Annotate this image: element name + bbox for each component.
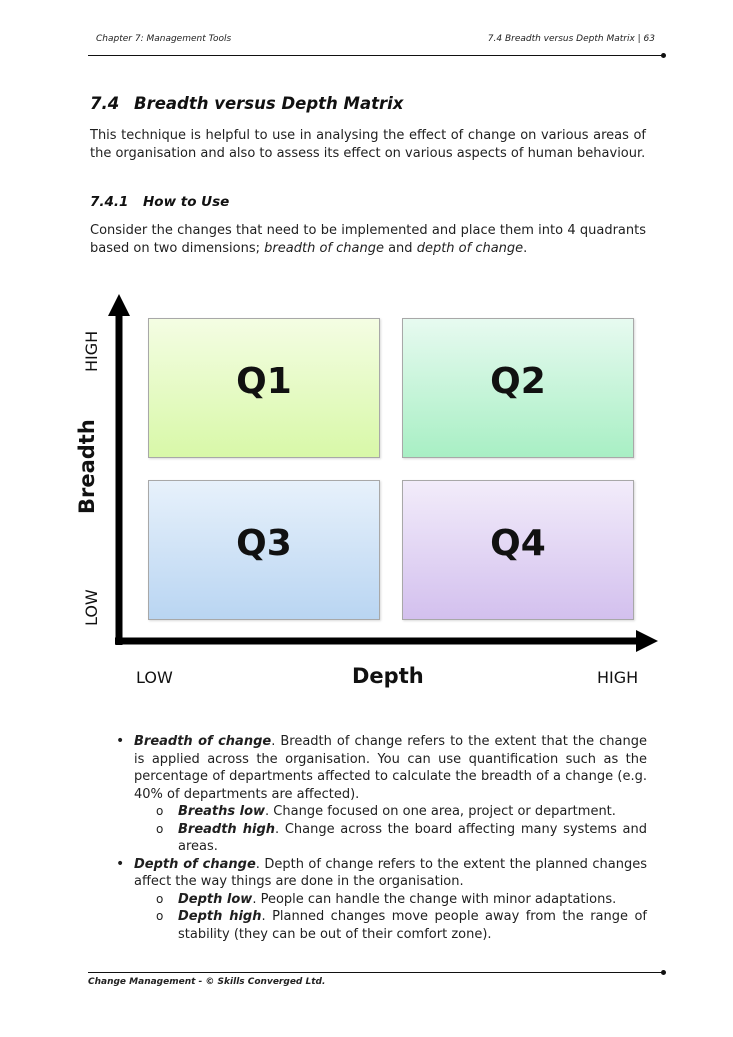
breadth-depth-matrix xyxy=(70,290,670,700)
intro-paragraph: This technique is helpful to use in analysing the effect of change on various areas of the organisation and also to assess its effect on various aspects of human behaviour. xyxy=(90,128,646,161)
sub-text: . People can handle the change with minor adaptations. xyxy=(252,891,617,907)
subsection-title: How to Use xyxy=(143,194,230,210)
x-axis-low-label: LOW xyxy=(136,668,173,687)
sub-list-item xyxy=(134,821,647,856)
howto-conjunction: and xyxy=(383,240,417,256)
sub-term: Depth high xyxy=(178,909,262,924)
quadrant-q4-label: Q4 xyxy=(490,523,546,564)
sub-list-item xyxy=(134,908,647,943)
footer-rule xyxy=(88,972,663,973)
bullet-term: Breadth of change xyxy=(134,734,272,749)
x-axis-high-label: HIGH xyxy=(597,668,639,687)
quadrant-q4 xyxy=(402,480,634,620)
x-axis-title: Depth xyxy=(352,664,424,688)
howto-text: Consider the changes that need to be implemented and place them into 4 quadrants based on two dimensions; xyxy=(90,223,646,256)
subsection-heading xyxy=(90,194,229,210)
sub-text: . Change focused on one area, project or department. xyxy=(265,804,616,819)
howto-emphasis-breadth: breadth of change xyxy=(264,240,384,256)
quadrant-q2-label: Q2 xyxy=(490,361,546,402)
bullet-list xyxy=(114,733,647,943)
quadrant-q3 xyxy=(148,480,380,620)
list-item xyxy=(114,856,647,944)
quadrant-q1 xyxy=(148,318,380,458)
x-axis-arrowhead xyxy=(636,630,658,652)
sub-term: Breaths low xyxy=(178,804,266,819)
bullet-text: . Depth of change refers to the extent the planned changes affect the way things are done in the organisation. xyxy=(134,856,647,889)
list-item xyxy=(114,733,647,856)
section-heading xyxy=(90,94,403,113)
sub-list xyxy=(134,891,647,944)
sub-term: Breadth high xyxy=(178,821,276,837)
running-header-chapter: Chapter 7: Management Tools xyxy=(96,34,232,44)
bullet-text: . Breadth of change refers to the extent that the change is applied across the organisation. You can use quantification such as the percentage of departments affected to calculate the breadth of a change (e.g. 40% of departments are affected). xyxy=(134,734,647,802)
sub-term: Depth low xyxy=(178,891,253,907)
running-header-section: 7.4 Breadth versus Depth Matrix | 63 xyxy=(487,34,655,44)
page-footer: Change Management - © Skills Converged Ltd. xyxy=(88,977,326,987)
quadrant-q2 xyxy=(402,318,634,458)
section-title: Breadth versus Depth Matrix xyxy=(134,94,404,113)
sub-list-item xyxy=(134,803,647,821)
howto-paragraph xyxy=(90,222,646,257)
quadrant-q1-label: Q1 xyxy=(236,361,292,402)
quadrant-q3-label: Q3 xyxy=(236,523,292,564)
sub-list-item xyxy=(134,891,647,909)
sub-text: . Planned changes move people away from the range of stability (they can be out of their comfort zone). xyxy=(178,909,647,942)
header-rule xyxy=(88,55,663,56)
sub-text: . Change across the board affecting many systems and areas. xyxy=(178,821,647,854)
bullet-term: Depth of change xyxy=(134,856,256,872)
howto-end: . xyxy=(523,240,528,256)
subsection-number: 7.4.1 xyxy=(90,194,129,210)
y-axis-low-label: LOW xyxy=(82,589,101,626)
y-axis-high-label: HIGH xyxy=(82,330,101,372)
y-axis-title: Breadth xyxy=(75,419,99,514)
sub-list xyxy=(134,803,647,856)
y-axis-arrowhead xyxy=(108,294,130,316)
howto-emphasis-depth: depth of change xyxy=(416,240,524,256)
section-number: 7.4 xyxy=(90,94,120,113)
